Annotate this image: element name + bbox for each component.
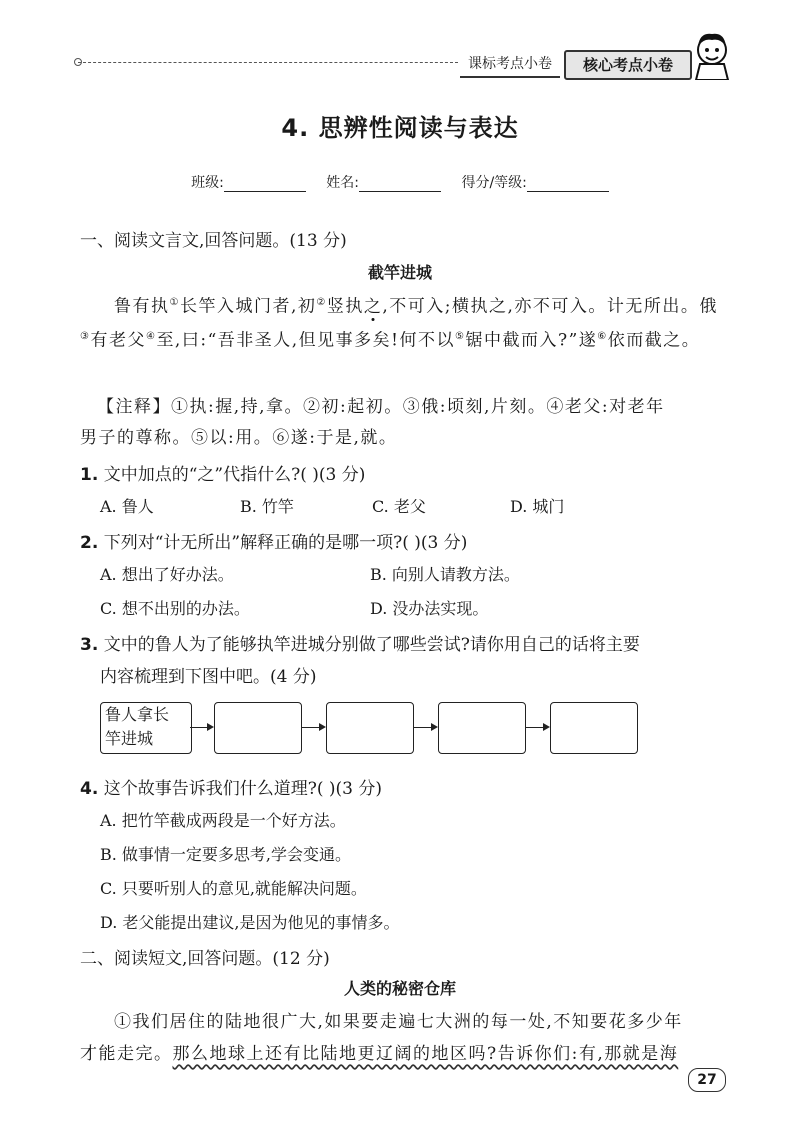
q1-option-a[interactable]: A. 鲁人 bbox=[100, 497, 154, 516]
mascot-icon bbox=[690, 30, 734, 80]
name-label: 姓名: bbox=[326, 175, 359, 191]
passage2-line1: ①我们居住的陆地很广大,如果要走遍七大洲的每一处,不知要花多少年 bbox=[114, 1012, 683, 1032]
section2-heading: 二、阅读短文,回答问题。(12 分) bbox=[80, 949, 330, 969]
name-blank[interactable] bbox=[359, 177, 441, 192]
page-number: 27 bbox=[688, 1068, 726, 1092]
annotation-line1: 【注释】①执:握,持,拿。②初:起初。③俄:顷刻,片刻。④老父:对老年 bbox=[97, 397, 665, 417]
flow-arrow-4 bbox=[526, 727, 548, 728]
q2-option-d[interactable]: D. 没办法实现。 bbox=[370, 599, 489, 618]
flow-answer-box-4[interactable] bbox=[550, 702, 638, 754]
flow-answer-box-1[interactable] bbox=[214, 702, 302, 754]
q2-option-c[interactable]: C. 想不出别的办法。 bbox=[100, 599, 250, 618]
q2-option-a[interactable]: A. 想出了好办法。 bbox=[100, 565, 234, 584]
emphasized-zhi: 之 bbox=[363, 296, 383, 317]
class-label: 班级: bbox=[191, 175, 224, 191]
q2-option-b[interactable]: B. 向别人请教方法。 bbox=[370, 565, 520, 584]
section1-subtitle: 截竿进城 bbox=[367, 263, 432, 282]
flow-arrow-2 bbox=[302, 727, 324, 728]
question-1: 1. 文中加点的“之”代指什么?( )(3 分) bbox=[80, 465, 366, 485]
flow-arrow-1 bbox=[190, 727, 212, 728]
header-dashed-line bbox=[78, 62, 458, 63]
header-tab-curriculum: 课标考点小卷 bbox=[460, 52, 560, 78]
flow-answer-box-3[interactable] bbox=[438, 702, 526, 754]
flow-answer-box-2[interactable] bbox=[326, 702, 414, 754]
class-blank[interactable] bbox=[224, 177, 306, 192]
q1-option-b[interactable]: B. 竹竿 bbox=[240, 497, 294, 516]
classical-passage: 鲁有执①长竿入城门者,初②竖执之,不可入;横执之,亦不可入。计无所出。俄③有老父④至,曰:“吾非圣人,但见事多矣!何不以⑤锯中截而入?”遂⑥依而截之。 bbox=[80, 296, 718, 351]
passage2-line2: 才能走完。那么地球上还有比陆地更辽阔的地区吗?告诉你们:有,那就是海 bbox=[80, 1044, 679, 1064]
annotation-line2: 男子的尊称。⑤以:用。⑥遂:于是,就。 bbox=[80, 428, 398, 448]
header-tab-core: 核心考点小卷 bbox=[564, 50, 692, 80]
question-4: 4. 这个故事告诉我们什么道理?( )(3 分) bbox=[80, 779, 382, 799]
section2-subtitle: 人类的秘密仓库 bbox=[343, 979, 456, 998]
flow-start-box: 鲁人拿长 竿进城 bbox=[100, 702, 192, 754]
section1-heading: 一、阅读文言文,回答问题。(13 分) bbox=[80, 231, 347, 251]
student-info-line bbox=[0, 172, 800, 192]
question-2: 2. 下列对“计无所出”解释正确的是哪一项?( )(3 分) bbox=[80, 533, 468, 553]
question-3-cont: 内容梳理到下图中吧。(4 分) bbox=[100, 667, 317, 687]
q1-option-c[interactable]: C. 老父 bbox=[372, 497, 426, 516]
q1-option-d[interactable]: D. 城门 bbox=[510, 497, 565, 516]
wavy-underlined-sentence: 那么地球上还有比陆地更辽阔的地区吗?告诉你们:有,那就是海 bbox=[172, 1044, 679, 1064]
flow-arrow-3 bbox=[414, 727, 436, 728]
q4-option-d[interactable]: D. 老父能提出建议,是因为他见的事情多。 bbox=[100, 913, 400, 932]
q4-option-a[interactable]: A. 把竹竿截成两段是一个好方法。 bbox=[100, 811, 346, 830]
score-label: 得分/等级: bbox=[461, 175, 527, 191]
q4-option-b[interactable]: B. 做事情一定要多思考,学会变通。 bbox=[100, 845, 352, 864]
score-blank[interactable] bbox=[527, 177, 609, 192]
q4-option-c[interactable]: C. 只要听别人的意见,就能解决问题。 bbox=[100, 879, 367, 898]
page-title: 4. 思辨性阅读与表达 bbox=[281, 114, 519, 142]
question-3: 3. 文中的鲁人为了能够执竿进城分别做了哪些尝试?请你用自己的话将主要 bbox=[80, 635, 640, 655]
